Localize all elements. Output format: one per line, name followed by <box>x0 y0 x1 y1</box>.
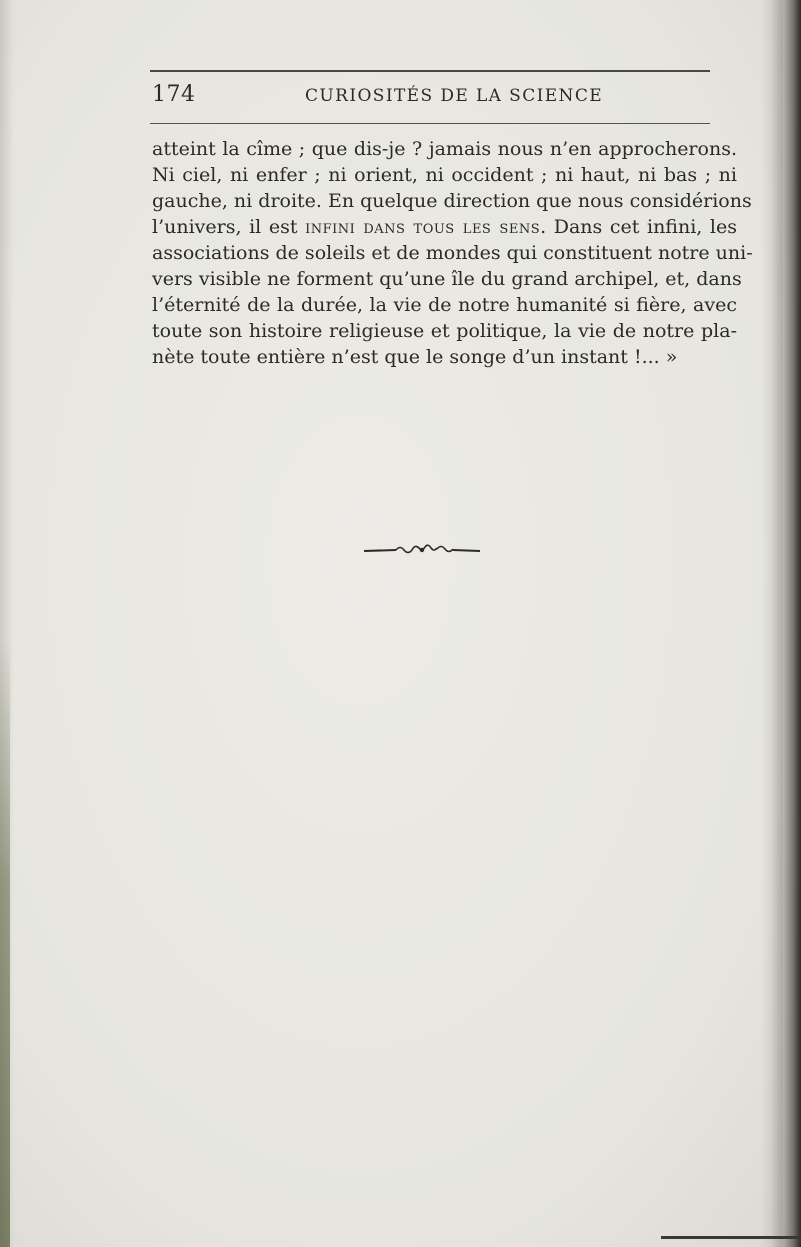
text-line: toute son histoire religieuse et politique, la vie de notre pla- <box>152 320 737 342</box>
binding-shadow <box>771 0 783 1247</box>
text-fragment: . Dans cet infini, les <box>540 216 737 238</box>
page-number: 174 <box>152 82 196 107</box>
bottom-edge-mark <box>661 1236 801 1239</box>
text-line: Ni ciel, ni enfer ; ni orient, ni occident ; ni haut, ni bas ; ni <box>152 164 737 186</box>
emphasis-smallcaps: infini dans tous les sens <box>305 216 541 238</box>
text-line: l’éternité de la durée, la vie de notre humanité si fière, avec <box>152 294 737 316</box>
text-line: vers visible ne forment qu’une île du grand archipel, et, dans <box>152 268 742 290</box>
text-line: atteint la cîme ; que dis-je ? jamais nous n’en approcherons. <box>152 138 737 160</box>
running-title: CURIOSITÉS DE LA SCIENCE <box>305 86 604 106</box>
header-rule-top <box>150 70 710 72</box>
page-edge-stain <box>0 640 10 1247</box>
tailpiece-ornament-icon <box>362 543 482 557</box>
text-line: associations de soleils et de mondes qui constituent notre uni- <box>152 242 753 264</box>
text-fragment: l’univers, il est <box>152 216 306 238</box>
text-line: nète toute entière n’est que le songe d’un instant !... » <box>152 346 678 368</box>
body-paragraph <box>152 136 753 370</box>
text-line: gauche, ni droite. En quelque direction que nous considérions <box>152 190 752 212</box>
header-rule-bottom <box>150 123 710 124</box>
binding-edge <box>783 0 801 1247</box>
text-line-with-smallcaps <box>152 214 737 240</box>
